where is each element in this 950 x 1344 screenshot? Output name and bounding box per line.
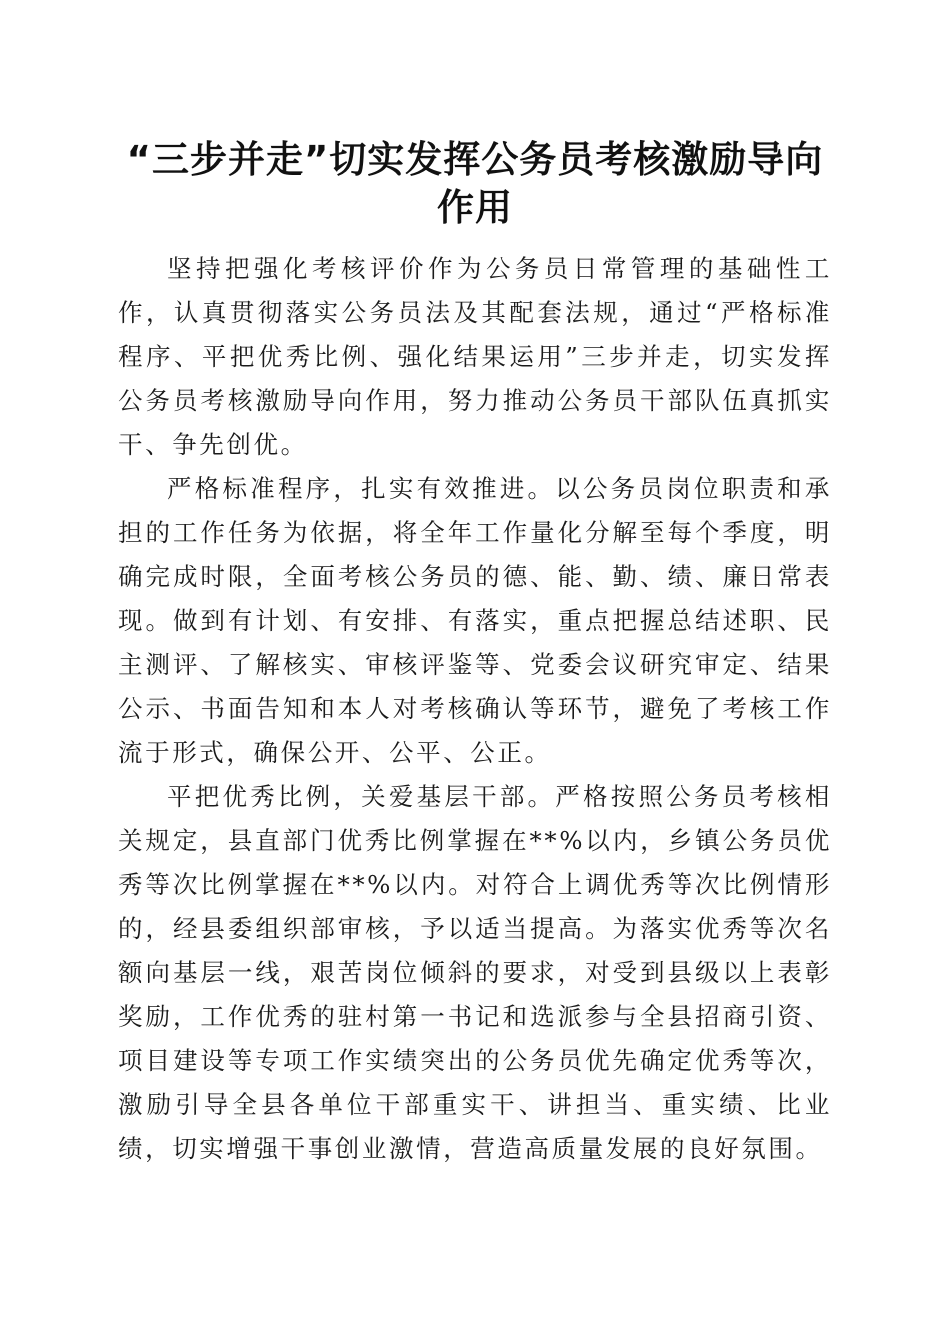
document-title: “三步并走”切实发挥公务员考核激励导向作用 — [126, 138, 824, 229]
paragraph-intro: 坚持把强化考核评价作为公务员日常管理的基础性工作，认真贯彻落实公务员法及其配套法规，通过“严格标准程序、平把优秀比例、强化结果运用”三步并走，切实发挥公务员考核激励导向作用，努力推动公务员干部队伍真抓实干、争先创优。 — [118, 254, 832, 459]
paragraph-standard-procedure: 严格标准程序，扎实有效推进。以公务员岗位职责和承担的工作任务为依据，将全年工作量化分解至每个季度，明确完成时限，全面考核公务员的德、能、勤、绩、廉日常表现。做到有计划、有安排、有落实，重点把握总结述职、民主测评、了解核实、审核评鉴等、党委会议研究审定、结果公示、书面告知和本人对考核确认等环节，避免了考核工作流于形式，确保公开、公平、公正。 — [118, 474, 832, 767]
paragraph-excellence-ratio: 平把优秀比例，关爱基层干部。严格按照公务员考核相关规定，县直部门优秀比例掌握在**%以内，乡镇公务员优秀等次比例掌握在**%以内。对符合上调优秀等次比例情形的，经县委组织部审核，予以适当提高。为落实优秀等次名额向基层一线，艰苦岗位倾斜的要求，对受到县级以上表彰奖励，工作优秀的驻村第一书记和选派参与全县招商引资、项目建设等专项工作实绩突出的公务员优先确定优秀等次，激励引导全县各单位干部重实干、讲担当、重实绩、比业绩，切实增强干事创业激情，营造高质量发展的良好氛围。 — [118, 782, 832, 1163]
document-body — [118, 247, 832, 1171]
